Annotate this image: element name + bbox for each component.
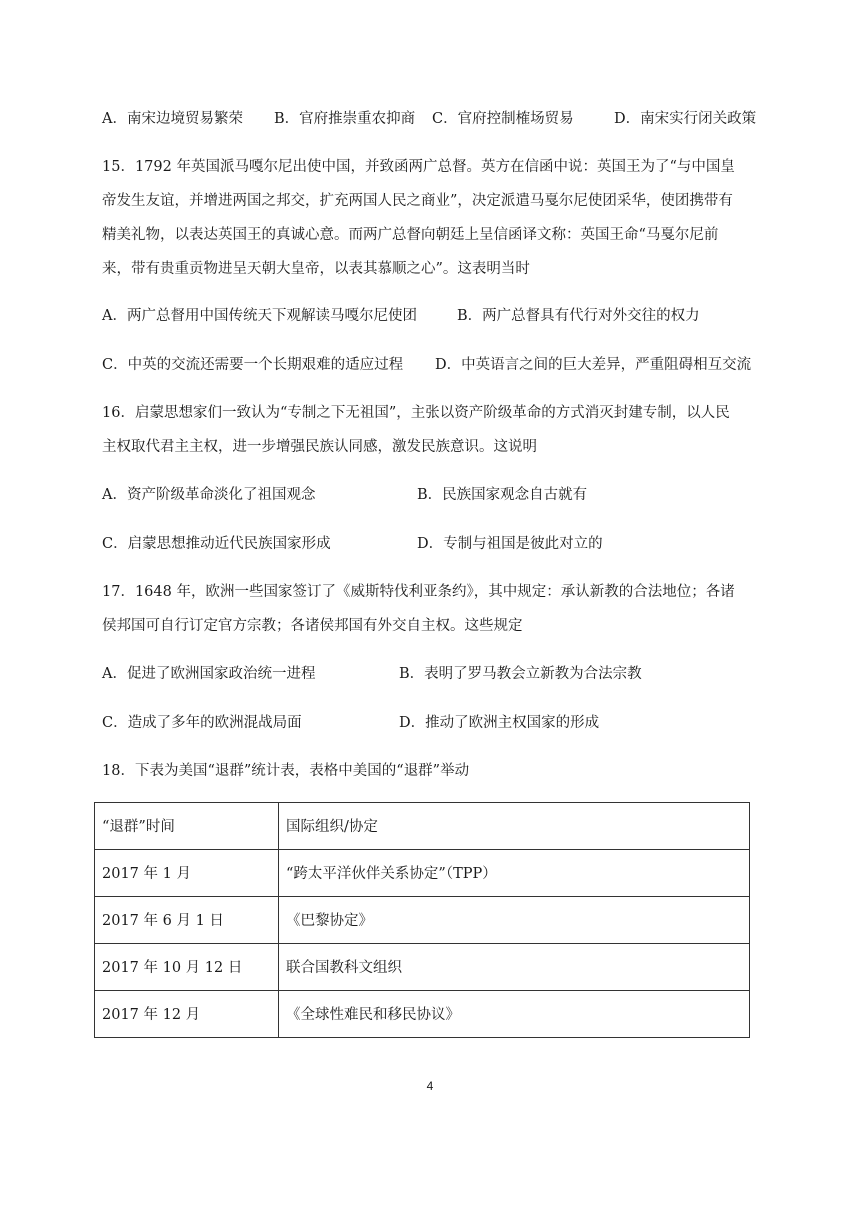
table-cell-organization: 《全球性难民和移民协议》 bbox=[279, 991, 750, 1038]
q17-option-d: D．推动了欧洲主权国家的形成 bbox=[399, 715, 600, 731]
q15-stem-line-4: 来，带有贵重贡物进呈天朝大皇帝，以表其慕顺之心”。这表明当时 bbox=[102, 261, 530, 277]
page-number: 4 bbox=[426, 1079, 434, 1093]
q14-option-b: B．官府推崇重农抑商 bbox=[274, 111, 416, 127]
q16-option-d: D．专制与祖国是彼此对立的 bbox=[417, 536, 603, 552]
q14-option-a: A．南宋边境贸易繁荣 bbox=[102, 111, 243, 127]
q17-option-c: C．造成了多年的欧洲混战局面 bbox=[102, 715, 302, 731]
table-cell-organization: 联合国教科文组织 bbox=[279, 944, 750, 991]
table-header-time: “退群”时间 bbox=[95, 803, 279, 850]
q16-stem-line-2: 主权取代君主主权，进一步增强民族认同感，激发民族意识。这说明 bbox=[102, 439, 537, 455]
q15-stem-line-1: 15．1792 年英国派马嘎尔尼出使中国，并致函两广总督。英方在信函中说：英国王为了“与中国皇 bbox=[102, 159, 735, 175]
q16-option-b: B．民族国家观念自古就有 bbox=[417, 487, 588, 503]
q17-option-b: B．表明了罗马教会立新教为合法宗教 bbox=[399, 666, 642, 682]
table-row bbox=[95, 897, 750, 944]
withdrawal-table bbox=[94, 802, 750, 1038]
q18-stem: 18．下表为美国“退群”统计表，表格中美国的“退群”举动 bbox=[102, 763, 470, 779]
q17-option-a: A．促进了欧洲国家政治统一进程 bbox=[102, 666, 316, 682]
q17-stem-line-2: 侯邦国可自行订定官方宗教；各诸侯邦国有外交自主权。这些规定 bbox=[102, 618, 523, 634]
table-header-organization: 国际组织/协定 bbox=[279, 803, 750, 850]
q15-option-a: A．两广总督用中国传统天下观解读马嘎尔尼使团 bbox=[102, 308, 417, 324]
table-cell-time: 2017 年 12 月 bbox=[95, 991, 279, 1038]
table-row bbox=[95, 944, 750, 991]
q16-option-c: C．启蒙思想推动近代民族国家形成 bbox=[102, 536, 331, 552]
q14-option-d: D．南宋实行闭关政策 bbox=[614, 111, 757, 127]
q15-option-b: B．两广总督具有代行对外交往的权力 bbox=[457, 308, 700, 324]
table-cell-time: 2017 年 6 月 1 日 bbox=[95, 897, 279, 944]
q15-option-c: C．中英的交流还需要一个长期艰难的适应过程 bbox=[102, 357, 404, 373]
q15-stem-line-2: 帝发生友谊，并增进两国之邦交，扩充两国人民之商业”，决定派遣马戛尔尼使团采华，使团携带有 bbox=[102, 193, 733, 209]
q15-option-d: D．中英语言之间的巨大差异，严重阻碍相互交流 bbox=[435, 357, 752, 373]
table-header-row bbox=[95, 803, 750, 850]
table-cell-organization: “跨太平洋伙伴关系协定”（TPP） bbox=[279, 850, 750, 897]
table-cell-time: 2017 年 10 月 12 日 bbox=[95, 944, 279, 991]
table-row bbox=[95, 850, 750, 897]
table-cell-time: 2017 年 1 月 bbox=[95, 850, 279, 897]
q14-option-c: C．官府控制榷场贸易 bbox=[432, 111, 574, 127]
q15-stem-line-3: 精美礼物，以表达英国王的真诚心意。而两广总督向朝廷上呈信函译文称：英国王命“马戛尔尼前 bbox=[102, 227, 719, 243]
q17-stem-line-1: 17．1648 年，欧洲一些国家签订了《威斯特伐利亚条约》，其中规定：承认新教的合法地位；各诸 bbox=[102, 584, 735, 600]
q16-option-a: A．资产阶级革命淡化了祖国观念 bbox=[102, 487, 316, 503]
q16-stem-line-1: 16．启蒙思想家们一致认为“专制之下无祖国”，主张以资产阶级革命的方式消灭封建专制，以人民 bbox=[102, 405, 730, 421]
table-row bbox=[95, 991, 750, 1038]
table-cell-organization: 《巴黎协定》 bbox=[279, 897, 750, 944]
